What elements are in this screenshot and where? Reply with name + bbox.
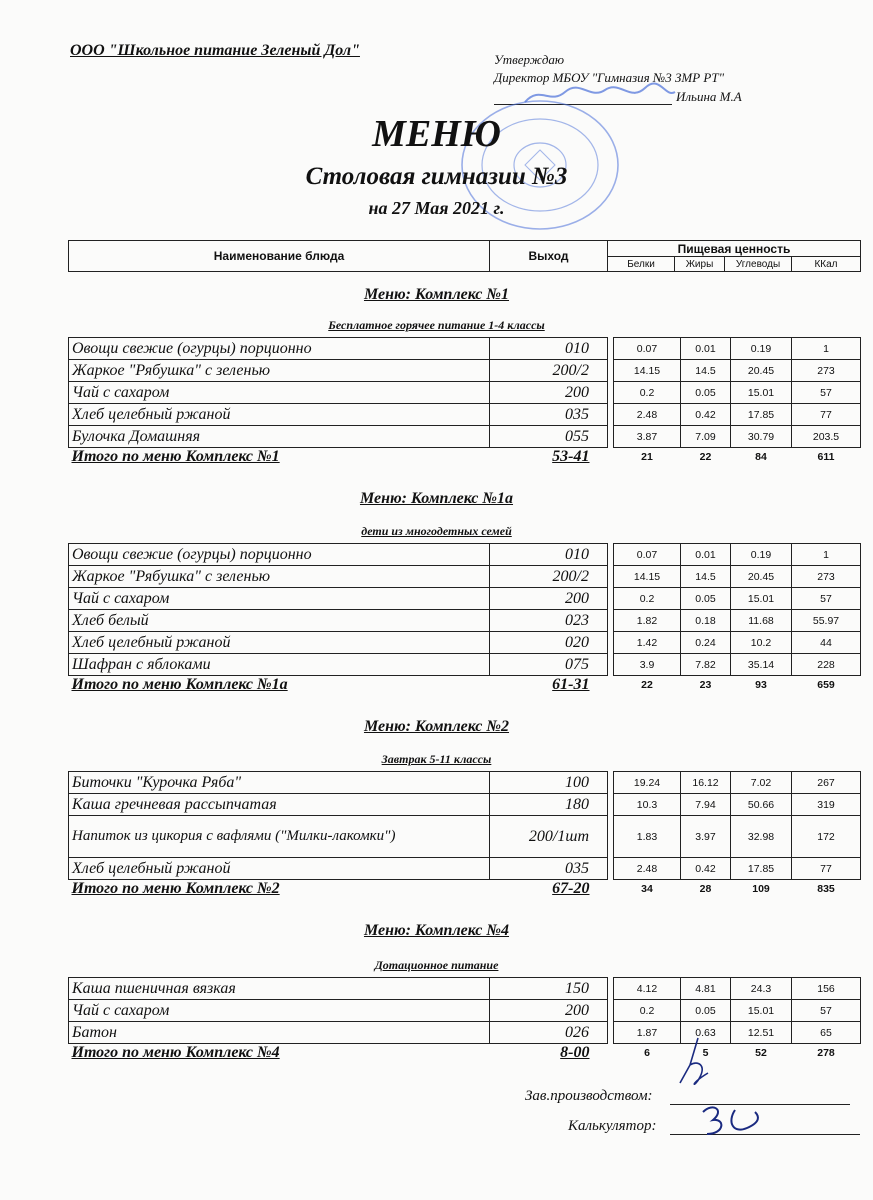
dish-fats: 0.24 — [681, 632, 731, 654]
dish-proteins: 1.82 — [614, 610, 681, 632]
dish-kcal: 203.5 — [792, 426, 861, 448]
totals-signature — [668, 1035, 718, 1090]
total-carbs: 52 — [755, 1047, 767, 1059]
dish-kcal: 156 — [792, 978, 861, 1000]
table-row — [69, 632, 861, 654]
total-fats: 28 — [699, 883, 712, 895]
dish-output: 200 — [490, 1000, 608, 1022]
dish-name: Чай с сахаром — [69, 382, 490, 404]
approval-line-3: Ильина М.А — [676, 89, 742, 104]
dish-output: 180 — [490, 794, 608, 816]
table-row — [69, 610, 861, 632]
organization-name: ООО "Школьное питание Зеленый Дол" — [70, 42, 360, 59]
dish-output: 075 — [490, 654, 608, 676]
dish-output: 023 — [490, 610, 608, 632]
total-row — [69, 448, 861, 467]
dish-carbs: 15.01 — [731, 382, 792, 404]
total-output: 8-00 — [560, 1044, 590, 1061]
dish-carbs: 24.3 — [731, 978, 792, 1000]
dish-carbs: 20.45 — [731, 360, 792, 382]
dish-carbs: 15.01 — [731, 588, 792, 610]
table-row — [69, 588, 861, 610]
section-title: Меню: Комплекс №2 — [363, 718, 510, 735]
dish-kcal: 44 — [792, 632, 861, 654]
total-proteins: 22 — [641, 679, 653, 691]
dish-kcal: 172 — [792, 816, 861, 858]
total-name: Итого по меню Комплекс №1 — [71, 448, 280, 465]
dish-proteins: 4.12 — [614, 978, 681, 1000]
section-table — [68, 771, 861, 898]
director-signature — [520, 80, 680, 110]
dish-proteins: 3.87 — [614, 426, 681, 448]
dish-name: Биточки "Курочка Ряба" — [69, 772, 490, 794]
dish-output: 200/1шт — [490, 816, 608, 858]
dish-carbs: 17.85 — [731, 404, 792, 426]
total-carbs: 84 — [755, 451, 767, 463]
section-title: Меню: Комплекс №4 — [363, 922, 510, 939]
dish-output: 200/2 — [490, 566, 608, 588]
dish-output: 200 — [490, 382, 608, 404]
approval-line-1: Утверждаю — [494, 52, 565, 67]
dish-name: Каша гречневая рассыпчатая — [69, 794, 490, 816]
section-title: Меню: Комплекс №1 — [363, 286, 510, 303]
dish-carbs: 35.14 — [731, 654, 792, 676]
dish-output: 200 — [490, 588, 608, 610]
total-output: 53-41 — [552, 448, 590, 465]
dish-kcal: 55.97 — [792, 610, 861, 632]
dish-kcal: 77 — [792, 404, 861, 426]
dish-kcal: 77 — [792, 858, 861, 880]
section-table — [68, 543, 861, 694]
dish-fats: 0.42 — [681, 858, 731, 880]
dish-proteins: 1.87 — [614, 1022, 681, 1044]
dish-carbs: 30.79 — [731, 426, 792, 448]
table-row — [69, 338, 861, 360]
total-name: Итого по меню Комплекс №2 — [71, 880, 280, 897]
page-title: МЕНЮ — [372, 113, 501, 155]
dish-name: Хлеб белый — [69, 610, 490, 632]
dish-fats: 0.63 — [681, 1022, 731, 1044]
dish-output: 010 — [490, 338, 608, 360]
table-row — [69, 1022, 861, 1044]
section-subtitle: Завтрак 5-11 классы — [381, 752, 492, 766]
dish-kcal: 273 — [792, 360, 861, 382]
dish-name: Овощи свежие (огурцы) порционно — [69, 338, 490, 360]
dish-kcal: 65 — [792, 1022, 861, 1044]
dish-output: 035 — [490, 404, 608, 426]
section-subtitle: Дотационное питание — [374, 958, 499, 972]
dish-output: 026 — [490, 1022, 608, 1044]
table-row — [69, 382, 861, 404]
header-fats: Жиры — [675, 257, 725, 272]
dish-carbs: 10.2 — [731, 632, 792, 654]
dish-name: Каша пшеничная вязкая — [69, 978, 490, 1000]
dish-proteins: 1.42 — [614, 632, 681, 654]
dish-carbs: 12.51 — [731, 1022, 792, 1044]
table-row — [69, 360, 861, 382]
dish-output: 035 — [490, 858, 608, 880]
dish-carbs: 20.45 — [731, 566, 792, 588]
dish-carbs: 7.02 — [731, 772, 792, 794]
dish-name: Батон — [69, 1022, 490, 1044]
table-row — [69, 426, 861, 448]
total-name: Итого по меню Комплекс №1а — [71, 676, 288, 693]
total-row — [69, 676, 861, 695]
dish-output: 100 — [490, 772, 608, 794]
dish-kcal: 1 — [792, 544, 861, 566]
dish-proteins: 0.2 — [614, 1000, 681, 1022]
page-subtitle: Столовая гимназии №3 — [305, 163, 568, 190]
dish-fats: 16.12 — [681, 772, 731, 794]
dish-kcal: 319 — [792, 794, 861, 816]
dish-kcal: 1 — [792, 338, 861, 360]
dish-fats: 14.5 — [681, 566, 731, 588]
dish-output: 200/2 — [490, 360, 608, 382]
total-name: Итого по меню Комплекс №4 — [71, 1044, 280, 1061]
section-table — [68, 977, 861, 1062]
total-proteins: 34 — [641, 883, 653, 895]
calculator-signature — [695, 1100, 765, 1140]
dish-fats: 4.81 — [681, 978, 731, 1000]
dish-carbs: 50.66 — [731, 794, 792, 816]
dish-carbs: 15.01 — [731, 1000, 792, 1022]
table-row — [69, 404, 861, 426]
total-proteins: 21 — [641, 451, 653, 463]
section-subtitle: Бесплатное горячее питание 1-4 классы — [328, 318, 545, 332]
menu-date: на 27 Мая 2021 г. — [368, 198, 505, 218]
total-output: 67-20 — [552, 880, 590, 897]
dish-fats: 0.05 — [681, 588, 731, 610]
dish-name: Шафран с яблоками — [69, 654, 490, 676]
total-kcal: 835 — [817, 883, 835, 895]
calculator-label: Калькулятор: — [568, 1118, 657, 1134]
header-carbs: Углеводы — [725, 257, 792, 272]
dish-fats: 7.09 — [681, 426, 731, 448]
table-row — [69, 566, 861, 588]
table-row — [69, 772, 861, 794]
dish-output: 055 — [490, 426, 608, 448]
total-kcal: 611 — [817, 451, 835, 463]
header-nutrition: Пищевая ценность — [608, 241, 861, 257]
production-label: Зав.производством: — [525, 1088, 653, 1104]
dish-output: 020 — [490, 632, 608, 654]
dish-kcal: 273 — [792, 566, 861, 588]
dish-carbs: 17.85 — [731, 858, 792, 880]
dish-proteins: 0.07 — [614, 544, 681, 566]
dish-fats: 3.97 — [681, 816, 731, 858]
header-kcal: ККал — [792, 257, 861, 272]
dish-kcal: 57 — [792, 588, 861, 610]
dish-carbs: 0.19 — [731, 338, 792, 360]
dish-proteins: 10.3 — [614, 794, 681, 816]
dish-fats: 0.01 — [681, 544, 731, 566]
dish-proteins: 2.48 — [614, 404, 681, 426]
approval-line-2: Директор МБОУ "Гимназия №3 ЗМР РТ" — [494, 70, 725, 85]
dish-proteins: 0.2 — [614, 382, 681, 404]
dish-proteins: 2.48 — [614, 858, 681, 880]
header-proteins: Белки — [608, 257, 675, 272]
section-subtitle: дети из многодетных семей — [361, 524, 512, 538]
dish-carbs: 11.68 — [731, 610, 792, 632]
total-carbs: 93 — [755, 679, 767, 691]
table-row — [69, 794, 861, 816]
dish-fats: 7.94 — [681, 794, 731, 816]
table-row — [69, 978, 861, 1000]
total-carbs: 109 — [752, 883, 770, 895]
table-row — [69, 1000, 861, 1022]
dish-name: Хлеб целебный ржаной — [69, 632, 490, 654]
dish-name: Напиток из цикория с вафлями ("Милки-лакомки") — [69, 816, 490, 858]
dish-name: Жаркое "Рябушка" с зеленью — [69, 566, 490, 588]
dish-kcal: 57 — [792, 1000, 861, 1022]
table-row — [69, 858, 861, 880]
dish-fats: 0.05 — [681, 382, 731, 404]
total-output: 61-31 — [552, 676, 590, 693]
header-dish-name: Наименование блюда — [69, 241, 490, 272]
section-table — [68, 337, 861, 466]
dish-proteins: 0.2 — [614, 588, 681, 610]
dish-fats: 0.05 — [681, 1000, 731, 1022]
dish-kcal: 228 — [792, 654, 861, 676]
dish-name: Чай с сахаром — [69, 1000, 490, 1022]
dish-name: Жаркое "Рябушка" с зеленью — [69, 360, 490, 382]
section-title: Меню: Комплекс №1а — [359, 490, 514, 507]
dish-fats: 0.01 — [681, 338, 731, 360]
dish-name: Хлеб целебный ржаной — [69, 404, 490, 426]
dish-output: 010 — [490, 544, 608, 566]
dish-proteins: 19.24 — [614, 772, 681, 794]
total-fats: 23 — [699, 679, 712, 691]
total-kcal: 659 — [817, 679, 835, 691]
dish-name: Овощи свежие (огурцы) порционно — [69, 544, 490, 566]
dish-carbs: 32.98 — [731, 816, 792, 858]
dish-name: Хлеб целебный ржаной — [69, 858, 490, 880]
dish-fats: 7.82 — [681, 654, 731, 676]
dish-name: Чай с сахаром — [69, 588, 490, 610]
total-fats: 5 — [702, 1047, 709, 1059]
table-row — [69, 654, 861, 676]
dish-fats: 14.5 — [681, 360, 731, 382]
dish-kcal: 267 — [792, 772, 861, 794]
total-row — [69, 1044, 861, 1063]
table-row — [69, 816, 861, 858]
dish-fats: 0.18 — [681, 610, 731, 632]
dish-kcal: 57 — [792, 382, 861, 404]
dish-proteins: 3.9 — [614, 654, 681, 676]
header-output: Выход — [490, 241, 608, 272]
total-row — [69, 880, 861, 899]
dish-proteins: 14.15 — [614, 566, 681, 588]
dish-fats: 0.42 — [681, 404, 731, 426]
dish-proteins: 0.07 — [614, 338, 681, 360]
dish-proteins: 14.15 — [614, 360, 681, 382]
total-kcal: 278 — [817, 1047, 835, 1059]
table-row — [69, 544, 861, 566]
total-fats: 22 — [699, 451, 712, 463]
dish-carbs: 0.19 — [731, 544, 792, 566]
dish-proteins: 1.83 — [614, 816, 681, 858]
total-proteins: 6 — [644, 1047, 650, 1059]
table-header — [68, 240, 861, 272]
dish-output: 150 — [490, 978, 608, 1000]
dish-name: Булочка Домашняя — [69, 426, 490, 448]
